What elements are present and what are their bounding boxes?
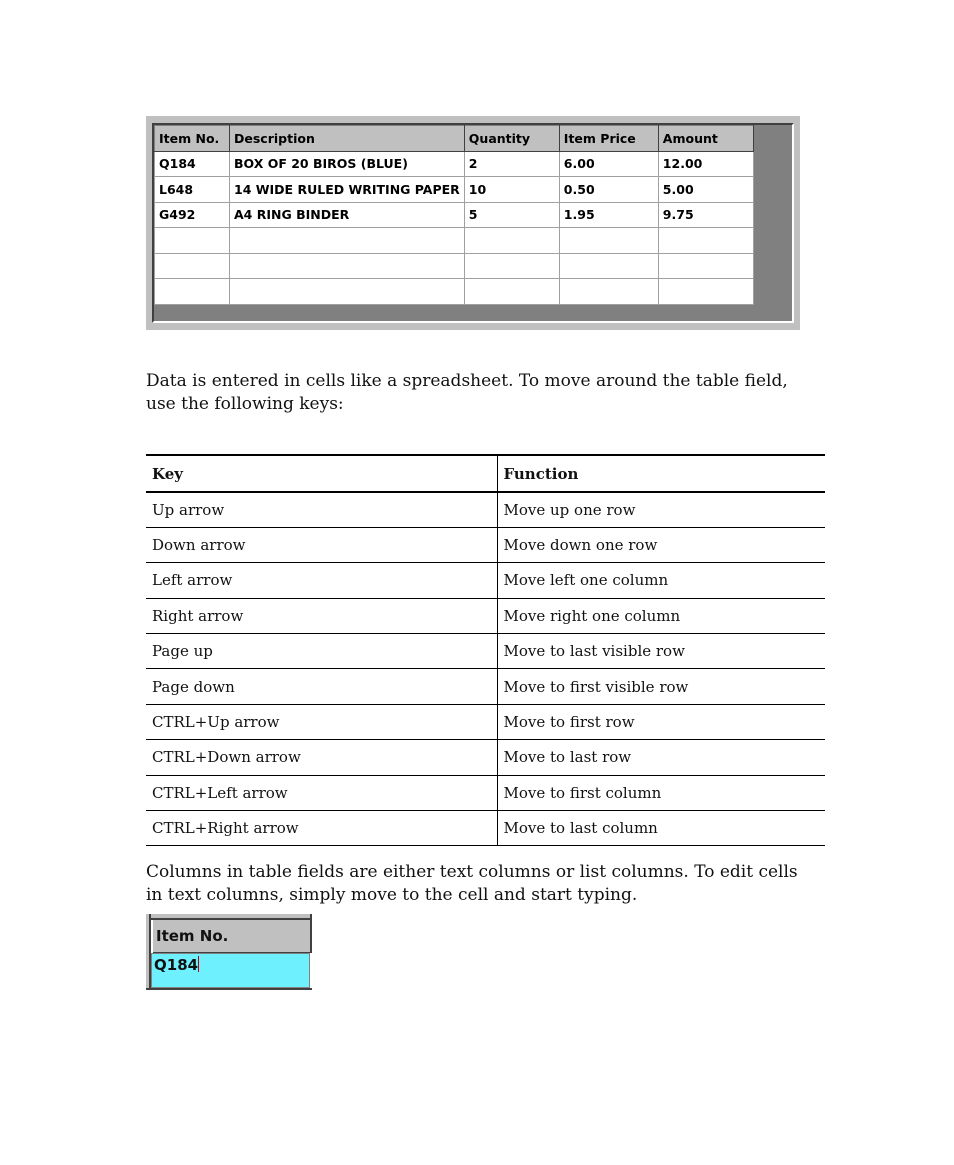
grid-cell[interactable] [155,228,230,254]
function-cell: Move to first column [497,775,825,810]
table-row [155,177,754,203]
order-grid-frame [152,123,794,323]
key-cell: CTRL+Down arrow [146,740,497,775]
keys-table [146,454,825,846]
grid-cell[interactable]: 1.95 [559,202,658,228]
grid-cell[interactable] [559,279,658,305]
column-header-item-no[interactable]: Item No. [153,920,312,953]
table-row [146,704,825,739]
grid-cell[interactable] [230,228,465,254]
grid-cell[interactable] [155,253,230,279]
function-cell: Move down one row [497,527,825,562]
table-row [146,740,825,775]
table-row [146,811,825,846]
key-cell: Page down [146,669,497,704]
table-row [146,775,825,810]
editing-cell-value: Q184 [154,956,199,974]
key-cell: CTRL+Right arrow [146,811,497,846]
grid-cell[interactable]: Q184 [155,151,230,177]
key-cell: Down arrow [146,527,497,562]
grid-cell[interactable] [658,253,753,279]
key-cell: Left arrow [146,563,497,598]
table-row [155,151,754,177]
key-cell: Right arrow [146,598,497,633]
column-header-item-no[interactable]: Item No. [155,126,230,152]
grid-cell[interactable] [464,279,559,305]
text-caret [198,956,199,972]
function-cell: Move to first row [497,704,825,739]
grid-cell[interactable]: 5 [464,202,559,228]
table-row [155,279,754,305]
table-row [155,202,754,228]
grid-cell[interactable]: 0.50 [559,177,658,203]
table-row [146,527,825,562]
function-cell: Move to last visible row [497,634,825,669]
columns-paragraph: Columns in table fields are either text columns or list columns. To edit cells in text columns, simply move to the cell and start typing. [146,862,798,905]
grid-cell[interactable]: 9.75 [658,202,753,228]
keys-header-key: Key [146,455,497,492]
grid-cell[interactable] [559,228,658,254]
grid-cell[interactable]: A4 RING BINDER [230,202,465,228]
grid-cell[interactable]: L648 [155,177,230,203]
table-row [146,669,825,704]
grid-cell[interactable]: 10 [464,177,559,203]
editing-cell[interactable] [151,953,310,988]
key-cell: CTRL+Left arrow [146,775,497,810]
key-cell: Up arrow [146,492,497,527]
grid-cell[interactable] [464,228,559,254]
grid-column-divider [310,914,312,953]
keys-table-header-row [146,455,825,492]
order-grid [154,125,754,305]
grid-cell[interactable] [155,279,230,305]
table-row [146,634,825,669]
function-cell: Move to last row [497,740,825,775]
order-grid-screenshot [146,116,800,330]
column-header-quantity[interactable]: Quantity [464,126,559,152]
table-row [155,228,754,254]
grid-bottom-border [146,988,312,990]
grid-cell[interactable]: 2 [464,151,559,177]
key-cell: CTRL+Up arrow [146,704,497,739]
grid-cell[interactable] [464,253,559,279]
column-header-item-price[interactable]: Item Price [559,126,658,152]
grid-cell[interactable] [230,279,465,305]
grid-cell[interactable]: 14 WIDE RULED WRITING PAPER [230,177,465,203]
function-cell: Move to first visible row [497,669,825,704]
grid-cell[interactable]: BOX OF 20 BIROS (BLUE) [230,151,465,177]
key-cell: Page up [146,634,497,669]
function-cell: Move to last column [497,811,825,846]
column-header-description[interactable]: Description [230,126,465,152]
edit-cell-screenshot [146,914,312,990]
grid-cell[interactable]: 6.00 [559,151,658,177]
grid-cell[interactable]: G492 [155,202,230,228]
function-cell: Move left one column [497,563,825,598]
grid-cell[interactable] [559,253,658,279]
function-cell: Move up one row [497,492,825,527]
grid-cell[interactable] [658,279,753,305]
table-row [155,253,754,279]
grid-cell[interactable] [658,228,753,254]
order-grid-header-row [155,126,754,152]
grid-cell[interactable] [230,253,465,279]
column-header-amount[interactable]: Amount [658,126,753,152]
grid-cell[interactable]: 5.00 [658,177,753,203]
table-row [146,598,825,633]
grid-cell[interactable]: 12.00 [658,151,753,177]
intro-paragraph: Data is entered in cells like a spreadsheet. To move around the table field, use the following keys: [146,371,788,414]
function-cell: Move right one column [497,598,825,633]
table-row [146,492,825,527]
keys-header-function: Function [497,455,825,492]
table-row [146,563,825,598]
